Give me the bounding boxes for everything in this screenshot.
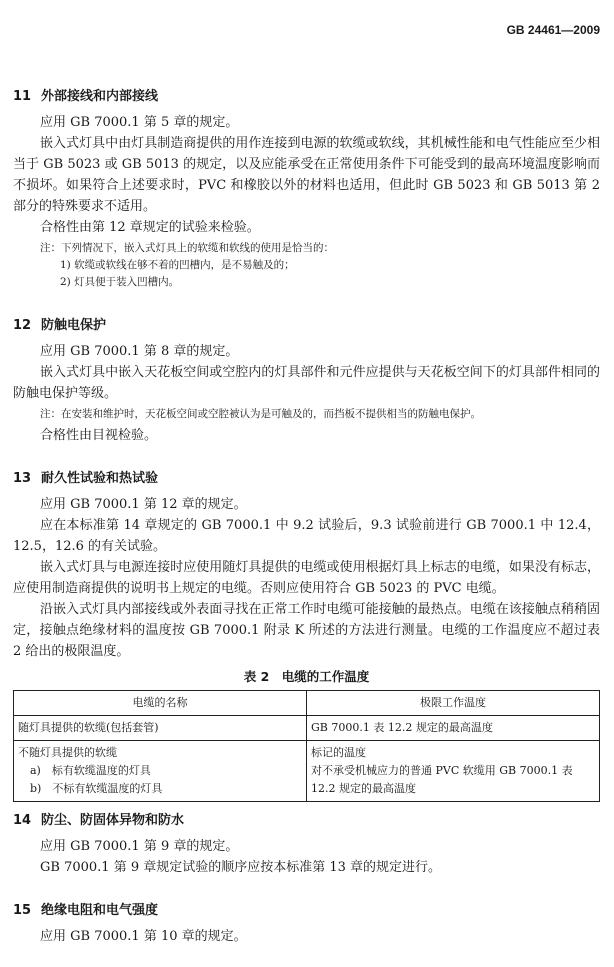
s14-p1: 应用 GB 7000.1 第 9 章的规定。 <box>40 839 239 854</box>
s14-p2: GB 7000.1 第 9 章规定试验的顺序应按本标准第 13 章的规定进行。 <box>40 860 442 875</box>
section-title: 防触电保护 <box>41 318 107 333</box>
section-12-heading <box>13 317 600 335</box>
spacer <box>13 446 600 460</box>
spacer <box>13 293 600 307</box>
s13-p3: 嵌入式灯具与电源连接时应使用随灯具提供的电缆或使用根据灯具上标志的电缆，如果没有标志，应使用制造商提供的说明书上规定的电缆。否则应使用符合 GB 5023 的 PVC 电缆。 <box>13 560 600 596</box>
table-cell: 随灯具提供的软缆(包括套管) <box>14 716 307 741</box>
section-title: 绝缘电阻和电气强度 <box>41 903 159 918</box>
cell-line: 对不承受机械应力的普通 PVC 软缆用 GB 7000.1 表 12.2 规定的最高温度 <box>311 764 573 795</box>
note-item: 2) 灯具便于装入凹槽内。 <box>60 276 180 288</box>
section-14-heading <box>13 812 600 830</box>
table-row <box>14 741 600 802</box>
s11-p2: 嵌入式灯具中由灯具制造商提供的用作连接到电源的软缆或软线，其机械性能和电气性能应至少相当于 GB 5023 或 GB 5013 的规定，以及应能承受在正常使用条件下可能受到的最高环境温度影响而不损坏。如果符合上述要求时，PVC 和橡胶以外的材料也适用，但此时 GB 5023 和 GB 5013 第 2 部分的特殊要求不适用。 <box>13 136 600 214</box>
note-item: 1) 软缆或软线在够不着的凹槽内，是不易触及的； <box>60 259 295 271</box>
cell-line: 标记的温度 <box>311 746 366 759</box>
standard-number: GB 24461—2009 <box>506 23 600 37</box>
table-row <box>14 716 600 741</box>
cable-temperature-table <box>13 690 600 802</box>
s13-p4: 沿嵌入式灯具内部接线或外表面寻找在正常工作时电缆可能接触的最热点。电缆在该接触点稍稍固定，接触点绝缘材料的温度按 GB 7000.1 附录 K 所述的方法进行测量。电缆的工作温度应不超过表 2 给出的极限温度。 <box>13 602 600 659</box>
section-13-heading <box>13 470 600 488</box>
s11-p1: 应用 GB 7000.1 第 5 章的规定。 <box>40 115 239 130</box>
s12-p3: 合格性由目视检验。 <box>40 428 158 443</box>
s12-note: 注：在安装和维护时，天花板空间或空腔被认为是可触及的，而挡板不提供相当的防触电保护。 <box>40 408 481 420</box>
s11-p3: 合格性由第 12 章规定的试验来检验。 <box>40 220 260 235</box>
spacer <box>13 878 600 892</box>
s11-note <box>13 240 600 291</box>
section-title: 防尘、防固体异物和防水 <box>41 813 185 828</box>
s13-p2: 应在本标准第 14 章规定的 GB 7000.1 中 9.2 试验后，9.3 试验前进行 GB 7000.1 中 12.4，12.5，12.6 的有关试验。 <box>13 518 600 554</box>
table-caption: 表 2 电缆的工作温度 <box>243 669 370 684</box>
section-title: 耐久性试验和热试验 <box>41 471 159 486</box>
s13-p1: 应用 GB 7000.1 第 12 章的规定。 <box>40 497 247 512</box>
table-cell <box>307 741 600 802</box>
table-cell <box>14 741 307 802</box>
section-number: 12 <box>13 318 32 333</box>
section-11-heading <box>13 88 600 106</box>
section-number: 15 <box>13 903 32 918</box>
cell-line: a) 标有软缆温度的灯具 <box>30 764 151 777</box>
cell-line: b) 不标有软缆温度的灯具 <box>30 782 163 795</box>
table-cell: GB 7000.1 表 12.2 规定的最高温度 <box>307 716 600 741</box>
section-number: 11 <box>13 89 32 104</box>
section-number: 14 <box>13 813 32 828</box>
section-number: 13 <box>13 471 32 486</box>
section-15-heading <box>13 902 600 920</box>
note-text: 注：下列情况下，嵌入式灯具上的软缆和软线的使用是恰当的： <box>40 242 334 254</box>
s12-p1: 应用 GB 7000.1 第 8 章的规定。 <box>40 344 239 359</box>
section-title: 外部接线和内部接线 <box>41 89 159 104</box>
cell-line: 不随灯具提供的软缆 <box>18 746 117 759</box>
table-header-row <box>14 691 600 716</box>
s15-p1: 应用 GB 7000.1 第 10 章的规定。 <box>40 929 247 944</box>
column-header: 极限工作温度 <box>307 691 600 716</box>
column-header: 电缆的名称 <box>14 691 307 716</box>
s12-p2: 嵌入式灯具中嵌入天花板空间或空腔内的灯具部件和元件应提供与天花板空间下的灯具部件相同的防触电保护等级。 <box>13 365 600 401</box>
